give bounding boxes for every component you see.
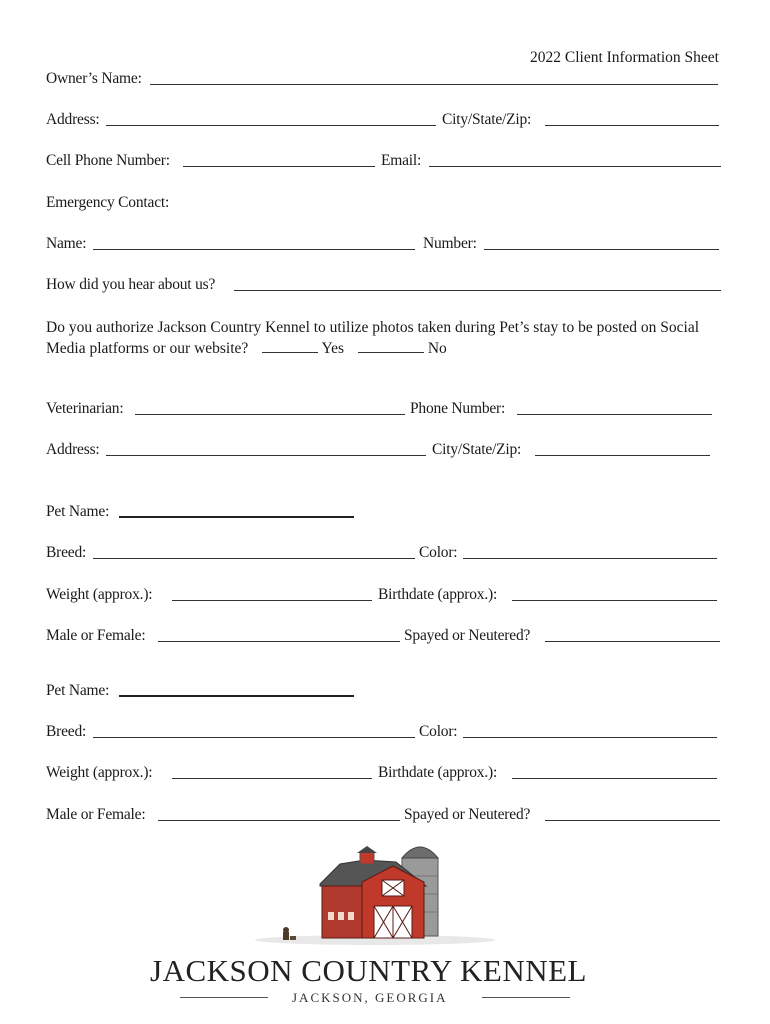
emergency-contact-heading: Emergency Contact: <box>46 194 170 211</box>
pet1-spay-label: Spayed or Neutered? <box>404 627 531 644</box>
veterinarian-field[interactable] <box>135 414 405 415</box>
pet1-weight-label: Weight (approx.): <box>46 586 153 603</box>
photo-authorization <box>46 317 736 359</box>
pet1-birthdate-label: Birthdate (approx.): <box>378 586 498 603</box>
vet-phone-field[interactable] <box>517 414 712 415</box>
pet2-weight-label: Weight (approx.): <box>46 764 153 781</box>
owner-name-label: Owner’s Name: <box>46 70 142 87</box>
vet-address-field[interactable] <box>106 455 426 456</box>
authorization-question: Do you authorize Jackson Country Kennel to utilize photos taken during Pet’s stay to be posted on Social Media platforms or our website? <box>46 319 700 357</box>
email-label: Email: <box>381 152 422 169</box>
vet-address-label: Address: <box>46 441 100 458</box>
pet1-name-field[interactable] <box>119 516 354 518</box>
pet1-weight-field[interactable] <box>172 600 372 601</box>
owner-city-label: City/State/Zip: <box>442 111 532 128</box>
pet1-name-label: Pet Name: <box>46 503 110 520</box>
emergency-name-field[interactable] <box>93 249 415 250</box>
no-blank[interactable] <box>358 340 424 353</box>
pet2-name-field[interactable] <box>119 695 354 697</box>
veterinarian-label: Veterinarian: <box>46 400 124 417</box>
hear-about-label: How did you hear about us? <box>46 276 216 293</box>
cell-phone-label: Cell Phone Number: <box>46 152 170 169</box>
hear-about-field[interactable] <box>234 290 721 291</box>
pet1-spay-field[interactable] <box>545 641 720 642</box>
pet2-birthdate-label: Birthdate (approx.): <box>378 764 498 781</box>
owner-name-field[interactable] <box>150 84 718 85</box>
logo-name: JACKSON COUNTRY KENNEL <box>150 953 587 988</box>
emergency-number-field[interactable] <box>484 249 719 250</box>
pet1-breed-label: Breed: <box>46 544 87 561</box>
pet2-sex-label: Male or Female: <box>46 806 146 823</box>
vet-city-field[interactable] <box>535 455 710 456</box>
owner-address-label: Address: <box>46 111 100 128</box>
pet1-color-field[interactable] <box>463 558 717 559</box>
pet2-color-label: Color: <box>419 723 458 740</box>
pet2-color-field[interactable] <box>463 737 717 738</box>
pet2-sex-field[interactable] <box>158 820 400 821</box>
logo-location: JACKSON, GEORGIA <box>292 990 448 1005</box>
pet2-birthdate-field[interactable] <box>512 778 717 779</box>
pet2-spay-label: Spayed or Neutered? <box>404 806 531 823</box>
pet1-color-label: Color: <box>419 544 458 561</box>
pet2-weight-field[interactable] <box>172 778 372 779</box>
pet1-birthdate-field[interactable] <box>512 600 717 601</box>
owner-address-field[interactable] <box>106 125 436 126</box>
pet1-sex-label: Male or Female: <box>46 627 146 644</box>
emergency-number-label: Number: <box>423 235 477 252</box>
pet2-spay-field[interactable] <box>545 820 720 821</box>
yes-blank[interactable] <box>262 340 318 353</box>
vet-city-label: City/State/Zip: <box>432 441 522 458</box>
yes-label: Yes <box>321 340 345 357</box>
cell-phone-field[interactable] <box>183 166 375 167</box>
sheet-title: 2022 Client Information Sheet <box>530 49 719 66</box>
emergency-name-label: Name: <box>46 235 87 252</box>
logo-rule-left <box>180 997 268 998</box>
pet2-breed-field[interactable] <box>93 737 415 738</box>
owner-city-field[interactable] <box>545 125 719 126</box>
pet1-breed-field[interactable] <box>93 558 415 559</box>
pet1-sex-field[interactable] <box>158 641 400 642</box>
pet2-breed-label: Breed: <box>46 723 87 740</box>
logo-rule-right <box>482 997 570 998</box>
email-field[interactable] <box>429 166 721 167</box>
vet-phone-label: Phone Number: <box>410 400 506 417</box>
barn-illustration <box>250 836 500 948</box>
pet2-name-label: Pet Name: <box>46 682 110 699</box>
no-label: No <box>427 340 447 357</box>
